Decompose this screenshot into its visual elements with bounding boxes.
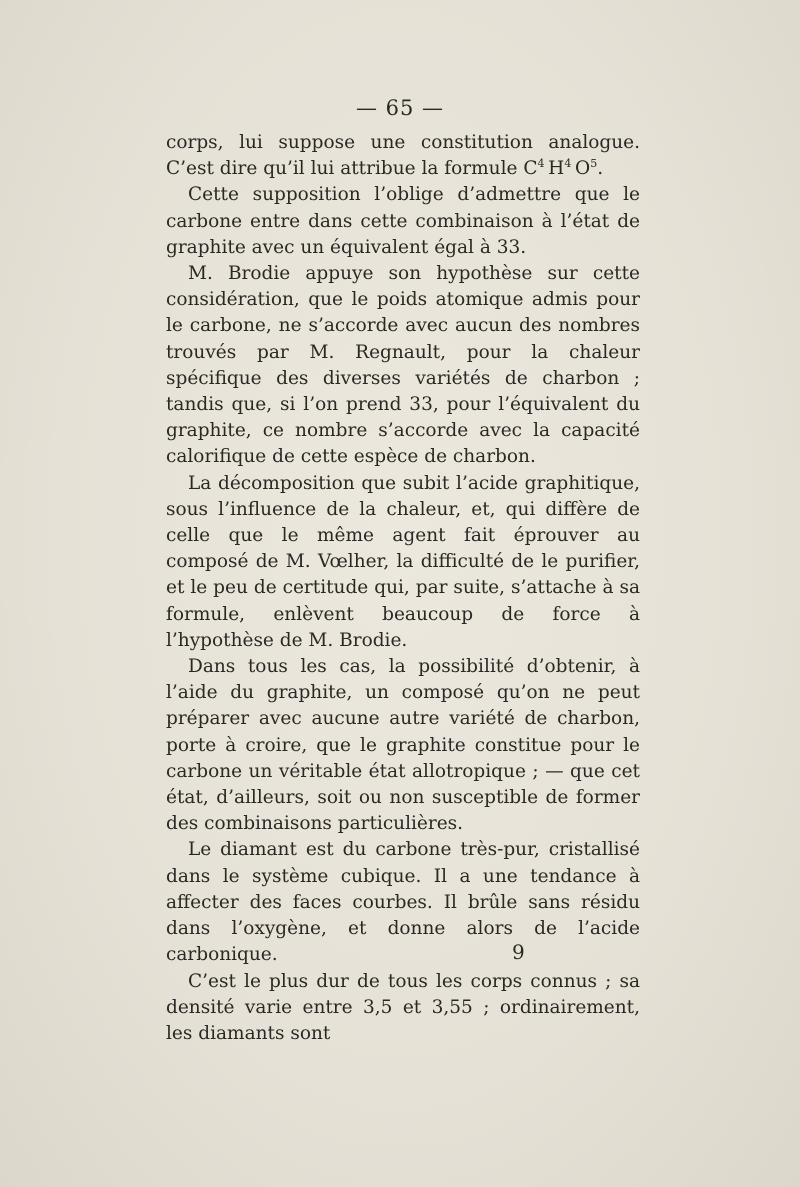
paragraph-1-end: .	[597, 158, 604, 180]
formula-element-c: C	[523, 158, 538, 180]
formula-element-o: O	[575, 158, 591, 180]
body-text	[166, 130, 640, 1047]
paragraph-5: Dans tous les cas, la possibilité d’obtenir, à l’aide du graphite, un composé qu’on ne peut préparer avec aucune autre variété de charbon, porte à croire, que le graphite constitue pour le carbone un véritable état allotropique ; — que cet état, d’ailleurs, soit ou non susceptible de former des combinaisons particulières.	[166, 656, 640, 835]
page-number-header: — 65 —	[355, 96, 445, 120]
paragraph-2: Cette supposition l’oblige d’admettre que le carbone entre dans cette combinaison à l’état de graphite avec un équivalent égal à 33.	[166, 184, 640, 258]
formula-subscript-h: 4	[564, 157, 572, 171]
paragraph-7: C’est le plus dur de tous les corps connus ; sa densité varie entre 3,5 et 3,55 ; ordinairement, les diamants sont	[166, 970, 640, 1044]
formula-subscript-o: 5	[590, 157, 598, 171]
chemical-formula	[523, 158, 597, 179]
paragraph-4: La décomposition que subit l’acide graphitique, sous l’influence de la chaleur, et, qui diffère de celle que le même agent fait éprouver au composé de M. Vœlher, la difficulté de le purifier, et le peu de certitude qui, par suite, s’attache à sa formule, enlèvent beaucoup de force à l’hypothèse de M. Brodie.	[166, 472, 640, 651]
paragraph-1-text: corps, lui suppose une constitution analogue. C’est dire qu’il lui attribue la formule	[166, 132, 640, 180]
paragraph-1	[166, 130, 640, 182]
formula-subscript-c: 4	[537, 157, 545, 171]
signature-mark: 9	[512, 940, 525, 964]
paragraph-6: Le diamant est du carbone très-pur, cristallisé dans le système cubique. Il a une tendance à affecter des faces courbes. Il brûle sans résidu dans l’oxygène, et donne alors de l’acide carbonique.	[166, 839, 640, 966]
paragraph-3: M. Brodie appuye son hypothèse sur cette considération, que le poids atomique admis pour le carbone, ne s’accorde avec aucun des nombres trouvés par M. Regnault, pour la chaleur spécifique des diverses variétés de charbon ; tandis que, si l’on prend 33, pour l’équivalent du graphite, ce nombre s’accorde avec la capacité calorifique de cette espèce de charbon.	[166, 263, 640, 468]
formula-element-h: H	[548, 158, 565, 180]
